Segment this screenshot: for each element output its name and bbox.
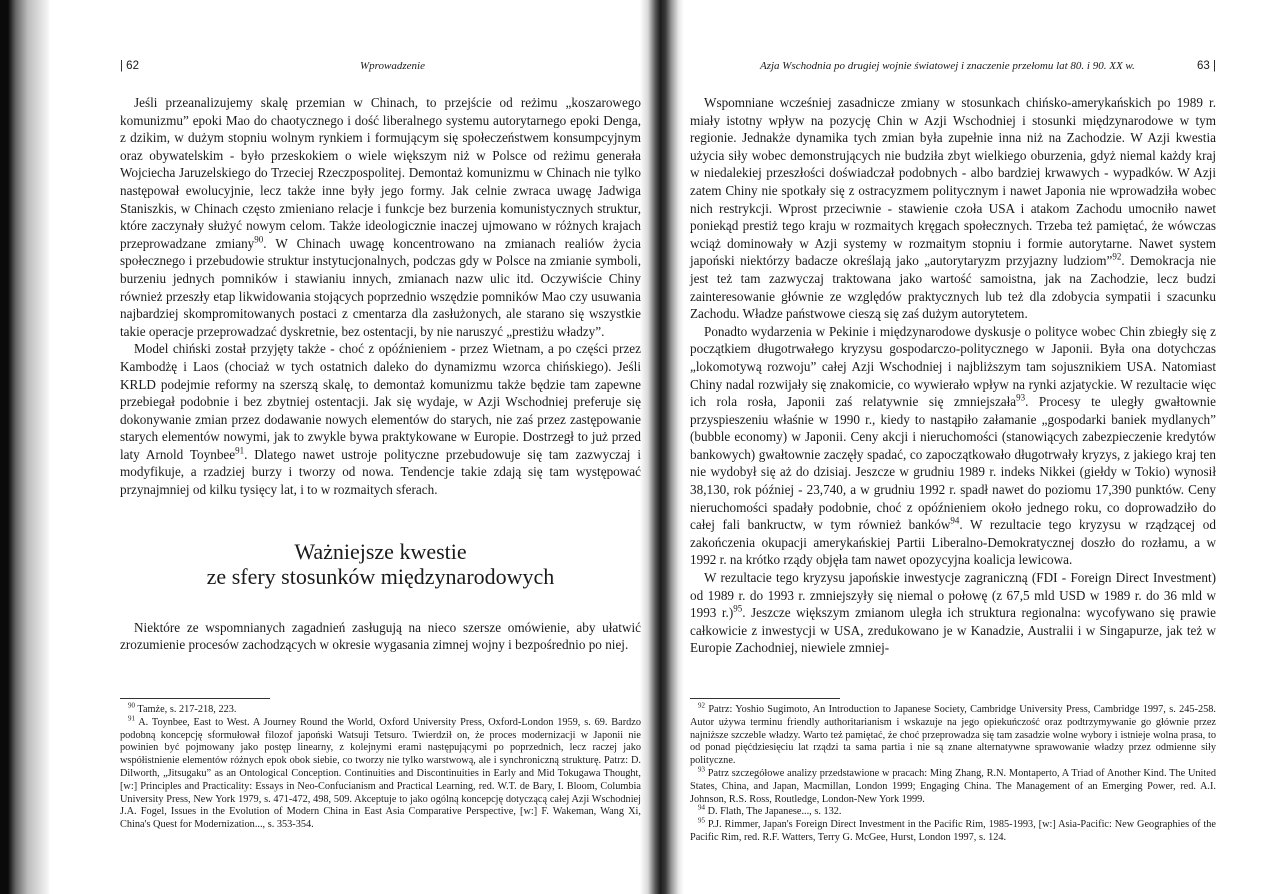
- footnote-rule: [120, 698, 270, 699]
- left-page: [120, 58, 641, 831]
- page-number-left: | 62: [120, 60, 139, 72]
- footnote-ref: 93: [1016, 392, 1026, 403]
- right-page-header: [690, 58, 1216, 80]
- footnote: $^{91}$ A. Toynbee, East to West. A Journey Round the World, Oxford University Press, Oxford-London 1959, s. 69. Bardzo podobną koncepcję sformułował filozof japoński Watsuji Tetsuro. Twierdził on, że proces modernizacji w Japonii nie powinien być pojmowany jako postęp linearny, z kolejnymi erami następującymi po poprzednich, lecz raczej jako współistnienie elementów różnych epok obok siebie, co tworzy nie tylko warstwową, ale i synchroniczną strukturę. Patrz: D. Dilworth, „Jitsugaku” as an Ontological Conception. Continuities and Discontinuities in Early and Mid Tokugawa Thought, [w:] Principles and Practicality: Essays in Neo-Confucianism and Practical Learning, red. W.T. de Bary, I. Bloom, Columbia University Press, New York 1979, s. 471-472, 498, 509. Akceptuje to jako ogólną koncepcję dotyczącą całej Azji Wschodniej J.A. Fogel, Issues in the Evolution of Modern China in East Asia Comparative Perspective, [w:] F. Wakeman, Wang Xi, China's Quest for Modernization..., s. 353-354.: [120, 714, 641, 831]
- footnote: $^{90}$ Tamże, s. 217-218, 223.: [128, 701, 237, 715]
- section-title: Ważniejsze kwestie ze sfery stosunków międzynarodowych: [206, 538, 555, 589]
- paragraph: Model chiński został przyjęty także - choć z opóźnieniem - przez Wietnam, a po części przez Kambodżę i Laos (chociaż w tych ostatnich daleko do dynamizmu wzorca chińskiego). Jeśli KRLD podejmie reformy na szerszą skalę, to demontaż komunizmu także będzie tam zapewne przebiegał podobnie i bez zbytniej ostentacji. Jak się wydaje, w Azji Wschodniej preferuje się dokonywanie zmian przez dodawanie nowych elementów do starych, nie zaś przez zastępowanie starych elementów nowymi, jak to zwykle bywa praktykowane w Europie. Dostrzegł to już przed laty Arnold Toynbee$^{91}$. Dlatego nawet ustroje polityczne przebudowuje się tam zazwyczaj i modyfikuje, a rzadziej burzy i tworzy od nowa. Tendencje takie zdają się tam występować przynajmniej od kilku tysięcy lat, i to w rozmaitych sferach.: [120, 341, 641, 498]
- running-header-right: Azja Wschodnia po drugiej wojnie światowej i znaczenie przełomu lat 80. i 90. XX w.: [760, 60, 1135, 72]
- footnote: $^{92}$ Patrz: Yoshio Sugimoto, An Introduction to Japanese Society, Cambridge University Press, Cambridge 1997, s. 245-258. Autor używa terminu friendly authoritarianism i wskazuje na jego opiekuńczość oraz podtrzymywanie go głównie przez najniższe szczeble władzy. Warto też pamiętać, że choć przeprowadza się tam zasadzie wolne wybory i istnieje wolna prasa, to od ponad pięćdziesięciu lat rządzi ta sama partia i nie są znane alternatywne sprawowanie władzy przez odmienne siły polityczne.: [690, 701, 1216, 767]
- left-page-header: [120, 58, 641, 80]
- paragraph: Niektóre ze wspomnianych zagadnień zasługują na nieco szersze omówienie, aby ułatwić zrozumienie procesów zachodzących w okresie wygasania zimnej wojny i bezpośrednio po niej.: [120, 619, 641, 653]
- footnote: $^{93}$ Patrz szczegółowe analizy przedstawione w pracach: Ming Zhang, R.N. Montaperto, A Triad of Another Kind. The United States, China, and Japan, Macmillan, London 1999; Engaging China. The Management of an Emerging Power, red. A.I. Johnson, R.S. Ross, Routledge, London-New York 1999.: [690, 765, 1216, 805]
- footnote-ref: 90: [254, 234, 264, 245]
- scan-left-shadow: [0, 0, 50, 894]
- running-header-left: Wprowadzenie: [360, 60, 425, 72]
- footnote: $^{94}$ D. Flath, The Japanese..., s. 132.: [698, 803, 842, 818]
- footnote-ref: 95: [733, 603, 743, 614]
- paragraph: Ponadto wydarzenia w Pekinie i międzynarodowe dyskusje o polityce wobec Chin zbiegły się z początkiem długotrwałego kryzysu gospodarczo-politycznego w Japonii. Była ona dotychczas „lokomotywą rozwoju” całej Azji Wschodniej i najbliższym tam sojusznikiem USA. Natomiast Chiny nadal rozwijały się znakomicie, co wywierało wpływ na rynki azjatyckie. W rezultacie więc ich rola rosła, Japonii zaś relatywnie się zmniejszała$^{93}$. Procesy te uległy gwałtownie przyspieszeniu właśnie w 1990 r., kiedy to nastąpiło załamanie „gospodarki baniek mydlanych” (bubble economy) w Japonii. Ceny akcji i nieruchomości (stanowiących zabezpieczenie kredytów bankowych) gwałtownie zaczęły spadać, co zapoczątkowało długotrwały kryzys, z jakiego kraj ten nie wydobył się aż do dzisiaj. Jeszcze w grudniu 1989 r. indeks Nikkei (giełdy w Tokio) wynosił 38,130, rok później - 23,740, a w grudniu 1992 r. spadł nawet do poziomu 17,390 punktów. Ceny nieruchomości spadały podobnie, choć z opóźnieniem około jednego roku, co doprowadziło do całej fali bankructw, w tym również banków$^{94}$. W rezultacie tego kryzysu w rządzącej od zakończenia okupacji amerykańskiej Partii Liberalno-Demokratycznej doszło do rozłamu, a w 1992 r. na krótko rządy objęła tam nawet opozycyjna koalicja lewicowa.: [690, 323, 1216, 568]
- paragraph: W rezultacie tego kryzysu japońskie inwestycje zagraniczną (FDI - Foreign Direct Investment) od 1989 r. do 1993 r. zmniejszyły się niemal o połowę (z 67,5 mld USD w 1989 r. do 36 mld w 1993 r.)$^{95}$. Jeszcze większym zmianom uległa ich struktura regionalna: wycofywano się prawie całkowicie z inwestycji w USA, zredukowano je w Kanadzie, Australii i w Singapurze, jak też w Europie Zachodniej, niewiele zmniej-: [690, 570, 1216, 656]
- paragraph: Wspomniane wcześniej zasadnicze zmiany w stosunkach chińsko-amerykańskich po 1989 r. miały istotny wpływ na pozycję Chin w Azji Wschodniej i stosunki międzynarodowe w tym regionie. Jednakże dynamika tych zmian była zupełnie inna niż na Zachodzie. W Azji kwestia użycia siły wobec demonstrujących nie budziła zbyt wielkiego oburzenia, gdyż niemal każdy kraj w niedalekiej przeszłości doświadczał podobnych - albo bardziej krwawych - wypadków. W Azji zatem Chiny nie spotkały się z ostracyzmem politycznym i nawet Japonia nie wprowadziła wobec nich restrykcji. Wprost przeciwnie - stawienie czoła USA i atakom Zachodu umocniło nawet poniekąd prestiż tego kraju w rozmaitych kręgach społecznych. Trzeba też pamiętać, że wówczas wciąż dominowały w Azji systemy w rozmaitym stopniu i formie autorytarne. Nawet system japoński niektórzy badacze określają jako „autorytaryzm przyjazny ludziom”$^{92}$. Demokracja nie jest też tam zazwyczaj traktowana jako wartość samoistna, jak na Zachodzie, lecz budzi zainteresowanie głównie ze względów praktycznych lub też dla zdobycia sympatii i szacunku Zachodu. Władze państwowe cieszą się zaś dużym autorytetem.: [690, 95, 1216, 322]
- footnotes-right: [690, 698, 1216, 845]
- footnote-ref: 92: [1112, 251, 1122, 262]
- footnote: $^{95}$ P.J. Rimmer, Japan's Foreign Direct Investment in the Pacific Rim, 1985-1993, [w:] Asia-Pacific: New Geographies of the Pacific Rim, red. R.F. Watters, Terry G. McGee, Hurst, London 1997, s. 124.: [690, 816, 1216, 843]
- page-number-right: 63 |: [1197, 60, 1216, 72]
- footnote-ref: 91: [235, 445, 245, 456]
- footnote-ref: 94: [950, 515, 960, 526]
- footnote-rule: [690, 698, 840, 699]
- paragraph: Jeśli przeanalizujemy skalę przemian w Chinach, to przejście od reżimu „koszarowego komunizmu” epoki Mao do chaotycznego i dość liberalnego systemu autorytarnego epoki Denga, z dzikim, w dużym stopniu wolnym rynkiem i formującym się społeczeństwem konsumpcyjnym oraz obywatelskim - było przeskokiem o wiele większym niż w Polsce od reżimu generała Wojciecha Jaruzelskiego do Trzeciej Rzeczpospolitej. Demontaż komunizmu w Chinach nie tylko następował ewolucyjnie, lecz także inne były jego formy. Jak celnie zwraca uwagę Jadwiga Staniszkis, w Chinach często zmieniano relacje i funkcje bez burzenia komunistycznych struktur, które zaczynały służyć nowym celom. Także ideologicznie inaczej ujmowano w różnych krajach przeprowadzane zmiany$^{90}$. W Chinach uwagę koncentrowano na zmianach realiów życia społecznego i przebudowie struktur instytucjonalnych, podczas gdy w Polsce na zmianie symboli, burzeniu jednych pomników i stawianiu innych, zmianach nazw ulic itd. Oczywiście Chiny również przeszły etap likwidowania stojących poprzednio wszędzie pomników Mao czy usuwania najbardziej skompromitowanych postaci z cmentarza dla zasłużonych, ale starano się wszystkie takie operacje przeprowadzać dyskretnie, bez ostentacji, by nie naruszyć „prestiżu władzy”.: [120, 95, 641, 339]
- book-gutter-shadow: [640, 0, 684, 894]
- footnotes-left: [120, 698, 641, 832]
- right-page: [690, 58, 1216, 843]
